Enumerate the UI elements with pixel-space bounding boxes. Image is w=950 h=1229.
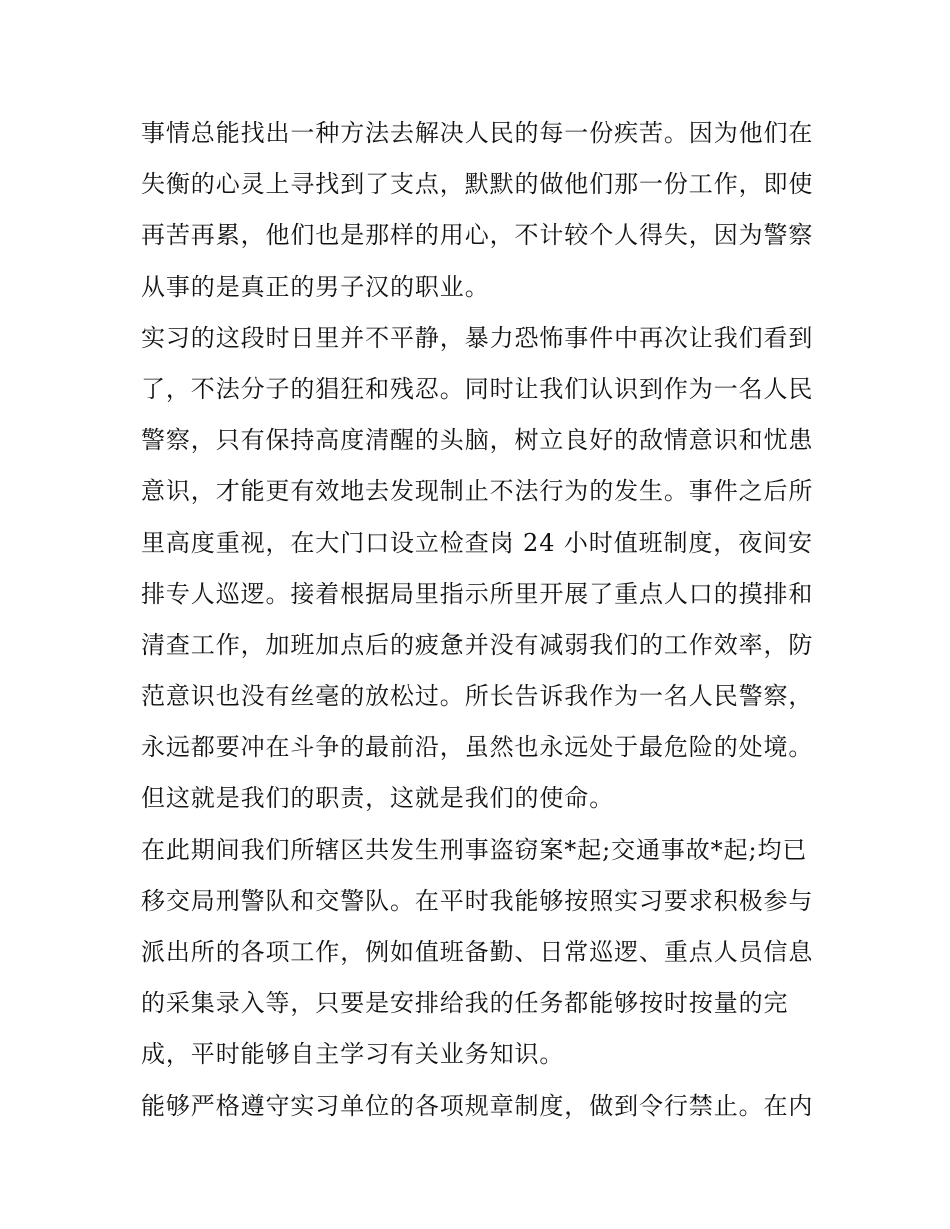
text-line: 在此期间我们所辖区共发生刑事盗窃案*起;交通事故*起;均已 — [141, 835, 808, 864]
text-line: 实习的这段时日里并不平静，暴力恐怖事件中再次让我们看到 — [141, 323, 814, 352]
text-line: 警察，只有保持高度清醒的头脑，树立良好的敌情意识和忧患 — [141, 426, 814, 455]
text-line: 能够严格遵守实习单位的各项规章制度，做到令行禁止。在内 — [141, 1091, 814, 1120]
text-line: 从事的是真正的男子汉的职业。 — [141, 272, 490, 301]
text-line: 再苦再累，他们也是那样的用心，不计较个人得失，因为警察 — [141, 221, 814, 250]
text-line: 清查工作，加班加点后的疲惫并没有减弱我们的工作效率，防 — [141, 630, 814, 659]
text-line: 的采集录入等，只要是安排给我的任务都能够按时按量的完 — [141, 989, 789, 1018]
text-line: 移交局刑警队和交警队。在平时我能够按照实习要求积极参与 — [141, 886, 814, 915]
text-line: 事情总能找出一种方法去解决人民的每一份疾苦。因为他们在 — [141, 119, 814, 147]
text-line: 失衡的心灵上寻找到了支点，默默的做他们那一份工作，即使 — [141, 170, 814, 199]
text-line: 永远都要冲在斗争的最前沿，虽然也永远处于最危险的处境。 — [141, 733, 814, 762]
text-line: 排专人巡逻。接着根据局里指示所里开展了重点人口的摸排和 — [141, 579, 814, 608]
text-line: 意识，才能更有效地去发现制止不法行为的发生。事件之后所 — [141, 477, 814, 506]
text-line: 里高度重视，在大门口设立检查岗 24 小时值班制度，夜间安 — [141, 528, 813, 557]
text-line: 成，平时能够自主学习有关业务知识。 — [141, 1040, 565, 1069]
text-line: 派出所的各项工作，例如值班备勤、日常巡逻、重点人员信息 — [141, 938, 814, 966]
text-line: 范意识也没有丝毫的放松过。所长告诉我作为一名人民警察， — [141, 682, 814, 711]
text-line: 但这就是我们的职责，这就是我们的使命。 — [141, 784, 615, 813]
text-line: 了，不法分子的猖狂和残忍。同时让我们认识到作为一名人民 — [141, 374, 814, 403]
body-text — [141, 108, 813, 1132]
